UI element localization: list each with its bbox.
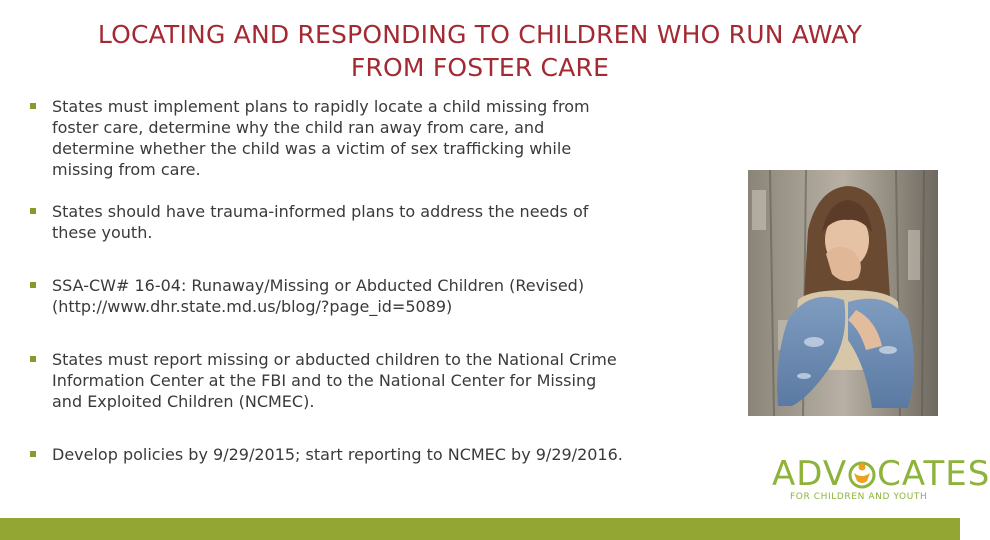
bullet-line: States must report missing or abducted children to the National Crime [52, 350, 617, 369]
bullet-marker-icon [30, 282, 36, 288]
bullet-marker-icon [30, 451, 36, 457]
bullet-line: missing from care. [52, 160, 201, 179]
slide-title [0, 18, 960, 84]
bullet-line: (http://www.dhr.state.md.us/blog/?page_id=5089) [52, 297, 453, 316]
bullet-item [28, 96, 738, 180]
girl-photo [748, 170, 938, 416]
logo-wordmark [772, 456, 990, 492]
bullet-line: SSA-CW# 16-04: Runaway/Missing or Abducted Children (Revised) [52, 276, 585, 295]
logo-word-left: ADV [772, 454, 848, 494]
bullet-item [28, 275, 738, 317]
bullet-marker-icon [30, 103, 36, 109]
slide-title-line-1: LOCATING AND RESPONDING TO CHILDREN WHO RUN AWAY [97, 20, 863, 49]
bullet-line: foster care, determine why the child ran away from care, and [52, 118, 545, 137]
bullet-marker-icon [30, 356, 36, 362]
logo-word-right: CATES [877, 454, 990, 494]
logo-figure-icon [847, 459, 877, 489]
advocates-logo [772, 454, 990, 506]
bullet-item [28, 349, 738, 412]
footer-accent-bar [0, 518, 960, 540]
bullet-list [28, 96, 738, 465]
bullet-line: determine whether the child was a victim of sex trafficking while [52, 139, 572, 158]
bullet-line: States should have trauma-informed plans to address the needs of [52, 202, 589, 221]
bullet-item [28, 444, 738, 465]
slide-title-line-2: FROM FOSTER CARE [350, 53, 610, 82]
bullet-line: Information Center at the FBI and to the National Center for Missing [52, 371, 597, 390]
bullet-line: these youth. [52, 223, 153, 242]
logo-subtitle: FOR CHILDREN AND YOUTH [790, 492, 928, 502]
bullet-line: Develop policies by 9/29/2015; start reporting to NCMEC by 9/29/2016. [52, 445, 623, 464]
bullet-line: States must implement plans to rapidly locate a child missing from [52, 97, 590, 116]
bullet-item [28, 201, 738, 243]
bullet-marker-icon [30, 208, 36, 214]
bullet-line: and Exploited Children (NCMEC). [52, 392, 315, 411]
